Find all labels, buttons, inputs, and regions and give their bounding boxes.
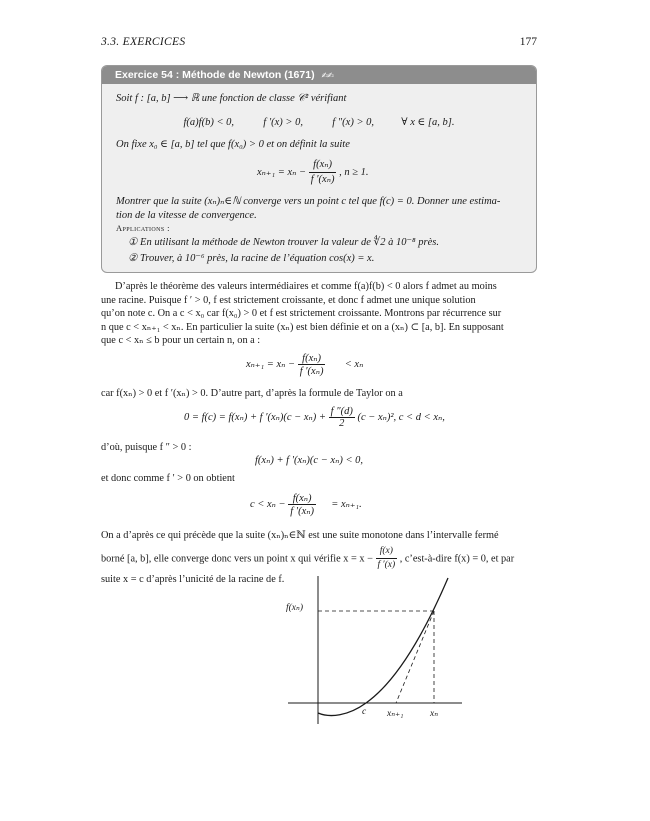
recursion-numerator: f(xₙ)	[309, 158, 337, 173]
para1-line-5: que c < xₙ ≤ b pour un certain n, on a :	[101, 335, 261, 346]
para5-frac-numerator: f(x)	[376, 545, 398, 560]
equation-3: f(xₙ) + f ′(xₙ)(c − xₙ) < 0,	[255, 455, 364, 466]
solution-paragraph-3: d’où, puisque f ″ > 0 :	[101, 442, 192, 453]
question-line-2: tion de la vitesse de convergence.	[116, 210, 257, 221]
exercise-question	[116, 195, 524, 223]
para5-line-2-end: , c’est-à-dire f(x) = 0, et par	[399, 552, 515, 564]
equation-2	[184, 406, 445, 429]
exercise-box	[101, 65, 537, 273]
condition-1: f(a)f(b) < 0,	[183, 117, 235, 128]
eq4-lhs: c < xₙ −	[250, 498, 286, 510]
para1-line-2: une racine. Puisque f ′ > 0, f est strictement croissante, et donc f admet une unique solution	[101, 294, 476, 306]
recursion-denominator: f ′(xₙ)	[310, 174, 335, 185]
recursion-lhs: xₙ₊₁ = xₙ −	[257, 166, 307, 178]
exercise-fix-x0: On fixe x₀ ∈ [a, b] tel que f(x₀) > 0 et on définit la suite	[116, 139, 350, 150]
condition-3: f ″(x) > 0,	[332, 117, 375, 128]
eq2-rhs: (c − xₙ)², c < d < xₙ,	[357, 411, 445, 423]
newton-figure	[270, 568, 470, 728]
equation-1	[246, 352, 363, 377]
recursion-condition: , n ≥ 1.	[339, 166, 369, 178]
condition-2: f ′(x) > 0,	[263, 117, 303, 128]
exercise-recursion	[257, 158, 368, 187]
eq4-numerator: f(xₙ)	[288, 492, 316, 505]
para5-line-3: suite x = c d’après l’unicité de la racine de f.	[101, 573, 285, 585]
eq2-denominator: 2	[339, 418, 345, 429]
applications-label: Applications :	[116, 223, 170, 233]
exercise-title-bar	[102, 66, 536, 84]
para1-line-3: qu’on note c. On a c < x₀ car f(x₀) > 0 et f est strictement croissante. Montrons par récurrence sur	[101, 308, 502, 319]
eq2-numerator: f ″(d)	[330, 406, 353, 417]
solution-paragraph-4: et donc comme f ′ > 0 on obtient	[101, 473, 235, 484]
exercise-title: Exercice 54 : Méthode de Newton (1671)	[115, 69, 315, 81]
recursion-fraction	[309, 158, 337, 187]
x-label-xn: xₙ	[430, 709, 439, 719]
condition-4: ∀ x ∈ [a, b].	[401, 117, 455, 128]
x-label-c: c	[362, 707, 367, 717]
para1-line-4: n que c < xₙ₊₁ < xₙ. En particulier la suite (xₙ) est bien définie et on a (xₙ) ⊂ [a, b]. En supposant	[101, 321, 504, 333]
function-curve	[318, 578, 448, 716]
y-label-fxn: f(xₙ)	[286, 603, 304, 613]
eq1-lhs: xₙ₊₁ = xₙ −	[246, 358, 296, 370]
eq1-fraction	[298, 352, 326, 377]
equation-4	[250, 492, 362, 517]
eq1-denominator: f ′(xₙ)	[299, 366, 324, 377]
difficulty-icon: ✍✍	[321, 71, 333, 80]
x-label-xn1: xₙ₊₁	[387, 709, 404, 719]
eq4-rhs: = xₙ₊₁.	[331, 498, 362, 510]
para5-frac-denominator: f ′(x)	[377, 560, 396, 570]
application-2: ② Trouver, à 10⁻⁶ près, la racine de l’équation cos(x) = x.	[128, 253, 375, 264]
eq1-rhs: < xₙ	[344, 358, 364, 370]
eq4-fraction	[288, 492, 316, 517]
exercise-conditions	[102, 116, 536, 130]
eq2-lhs: 0 = f(c) = f(xₙ) + f ′(xₙ)(c − xₙ) +	[184, 411, 327, 423]
para5-line-1: On a d’après ce qui précède que la suite (xₙ)ₙ∈ℕ est une suite monotone dans l’intervalle fermé	[101, 530, 499, 541]
para1-line-1: D’après le théorème des valeurs intermédiaires et comme f(a)f(b) < 0 alors f admet au moins	[115, 281, 497, 292]
para5-line-2-start: borné [a, b], elle converge donc vers un point x qui vérifie x = x −	[101, 552, 373, 564]
page-number: 177	[519, 36, 537, 48]
solution-paragraph-2: car f(xₙ) > 0 et f ′(xₙ) > 0. D’autre part, d’après la formule de Taylor on a	[101, 388, 403, 399]
eq2-fraction	[329, 406, 355, 429]
running-header-section: 3.3. EXERCICES	[101, 36, 186, 48]
exercise-intro: Soit f : [a, b] ⟶ ℝ une fonction de classe 𝒞² vérifiant	[116, 93, 347, 104]
eq4-denominator: f ′(xₙ)	[290, 506, 314, 517]
eq1-numerator: f(xₙ)	[298, 352, 326, 365]
question-line-1: Montrer que la suite (xₙ)ₙ∈ℕ converge vers un point c tel que f(c) = 0. Donner une estima-	[116, 196, 501, 207]
tangent-line	[396, 611, 434, 703]
solution-paragraph-1	[101, 280, 536, 348]
application-1: ① En utilisant la méthode de Newton trouver la valeur de ∜2 à 10⁻⁸ près.	[128, 237, 439, 248]
